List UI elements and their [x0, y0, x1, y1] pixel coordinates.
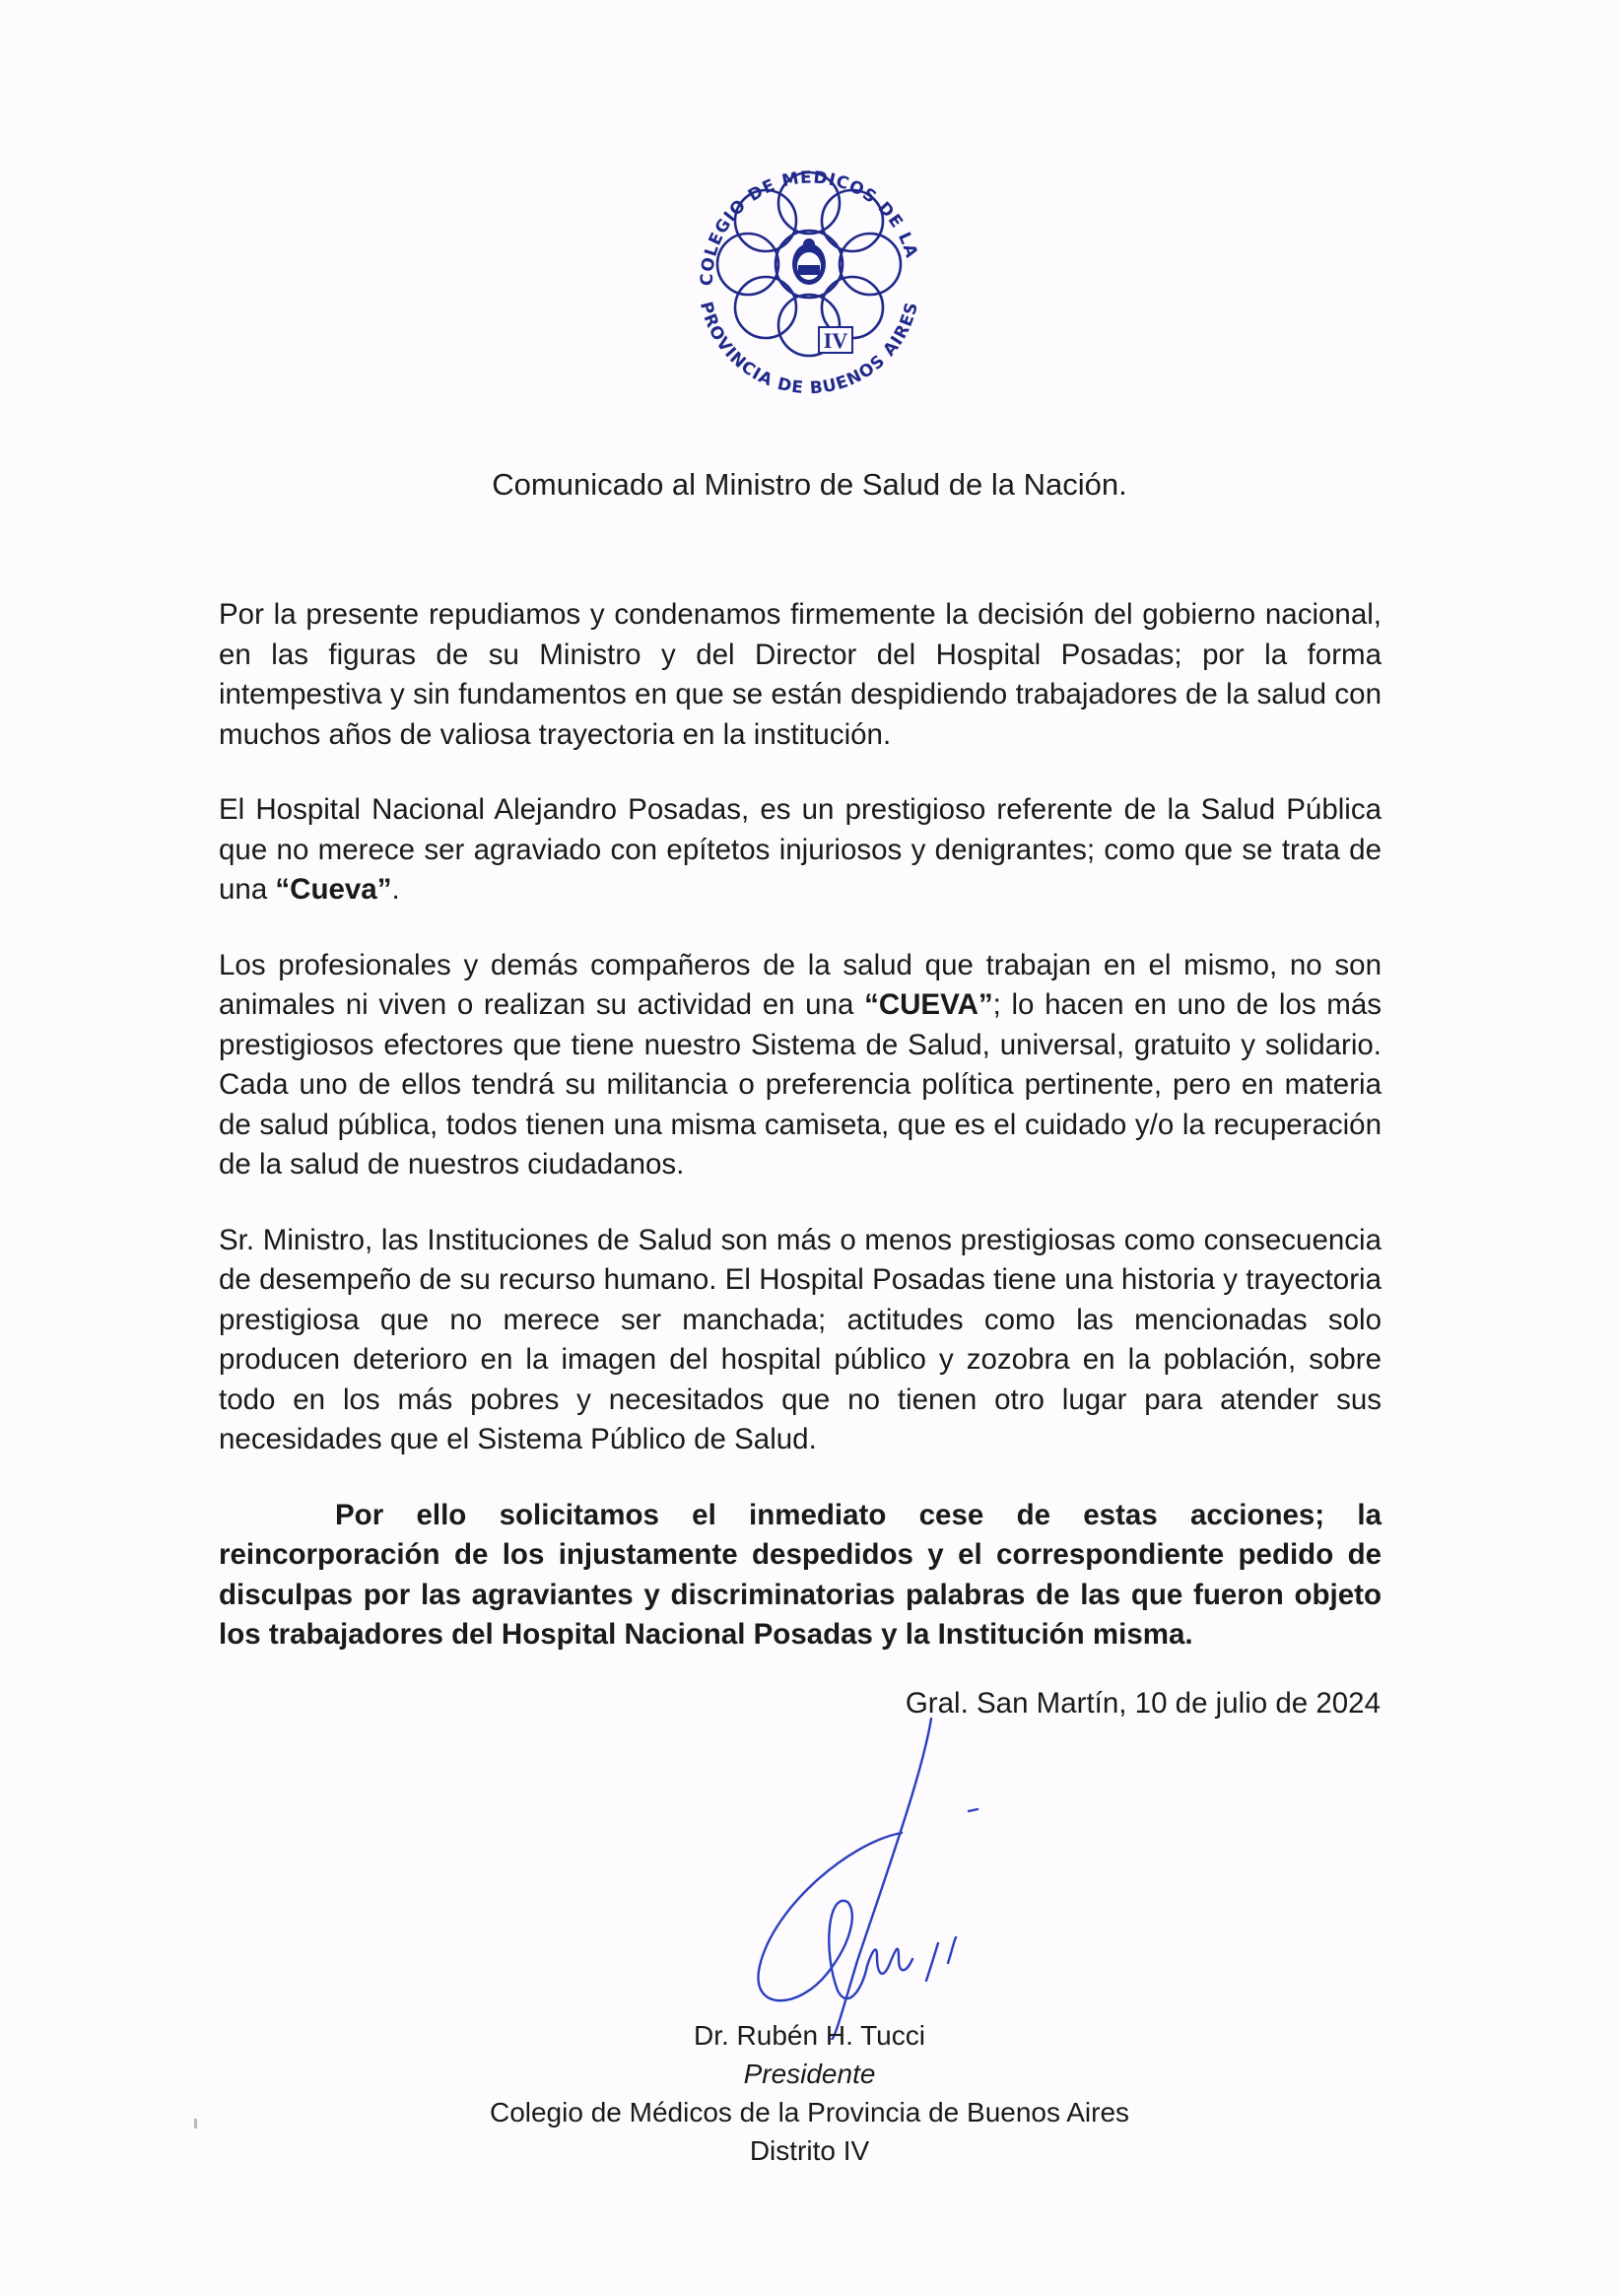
- letter-title: Comunicado al Ministro de Salud de la Nación.: [492, 467, 1127, 502]
- svg-text:IV: IV: [823, 328, 848, 353]
- paragraph-3: Los profesionales y demás compañeros de la salud que trabajan en el mismo, no son animales ni viven o realizan su actividad en una “CUEVA”; lo hacen en uno de los más prestigiosos efectores que tiene nuestro Sistema de Salud, universal, gratuito y solidario. Cada uno de ellos tendrá su militancia o preferencia política pertinente, pero en materia de salud pública, todos tienen una misma camiseta, que es el cuidado y/o la recuperación de la salud de nuestros ciudadanos.: [219, 948, 1382, 1181]
- handwritten-signature: [729, 1715, 985, 2040]
- national-shield-icon: [792, 238, 826, 285]
- paragraph-2: El Hospital Nacional Alejandro Posadas, es un prestigioso referente de la Salud Pública que no merece ser agraviado con epítetos injuriosos y denigrantes; como que se trata de una “Cueva”.: [219, 793, 1382, 906]
- closing-paragraph: Por ello solicitamos el inmediato cese de estas acciones; la reincorporación de los injustamente despedidos y el correspondiente pedido de disculpas por las agraviantes y discriminatorias palabras de las que fueron objeto los trabajadores del Hospital Nacional Posadas y la Institución misma.: [219, 1498, 1382, 1651]
- college-seal-logo: [673, 138, 945, 410]
- signer-district: Distrito IV: [749, 2135, 870, 2166]
- signature-block: [0, 2016, 1619, 2170]
- emphasis-cueva: “Cueva”: [275, 873, 392, 906]
- paragraph-1: Por la presente repudiamos y condenamos firmemente la decisión del gobierno nacional, en las figuras de su Ministro y del Director del Hospital Posadas; por la forma intempestiva y sin fundamentos en que se están despidiendo trabajadores de la salud con muchos años de valiosa trayectoria en la institución.: [219, 598, 1382, 751]
- letter-body: [219, 595, 1382, 1691]
- signer-role: Presidente: [743, 2059, 876, 2089]
- signer-name: Dr. Rubén H. Tucci: [694, 2020, 925, 2051]
- svg-text:COLEGIO DE MEDICOS DE LA: COLEGIO DE MEDICOS DE LA: [697, 168, 921, 287]
- scan-speck: [194, 2119, 197, 2128]
- paragraph-4: Sr. Ministro, las Instituciones de Salud son más o menos prestigiosas como consecuencia de desempeño de su recurso humano. El Hospital Posadas tiene una historia y trayectoria prestigiosa que no merece ser manchada; actitudes como las mencionadas solo producen deterioro en la imagen del hospital público y zozobra en la población, sobre todo en los más pobres y necesitados que no tienen otro lugar para atender sus necesidades que el Sistema Público de Salud.: [219, 1223, 1382, 1455]
- svg-text:PROVINCIA DE BUENOS AIRES: PROVINCIA DE BUENOS AIRES: [695, 300, 923, 399]
- emphasis-cueva-upper: “CUEVA”: [864, 988, 993, 1021]
- signer-institution: Colegio de Médicos de la Provincia de Buenos Aires: [489, 2097, 1130, 2127]
- place-and-date: Gral. San Martín, 10 de julio de 2024: [905, 1687, 1381, 1720]
